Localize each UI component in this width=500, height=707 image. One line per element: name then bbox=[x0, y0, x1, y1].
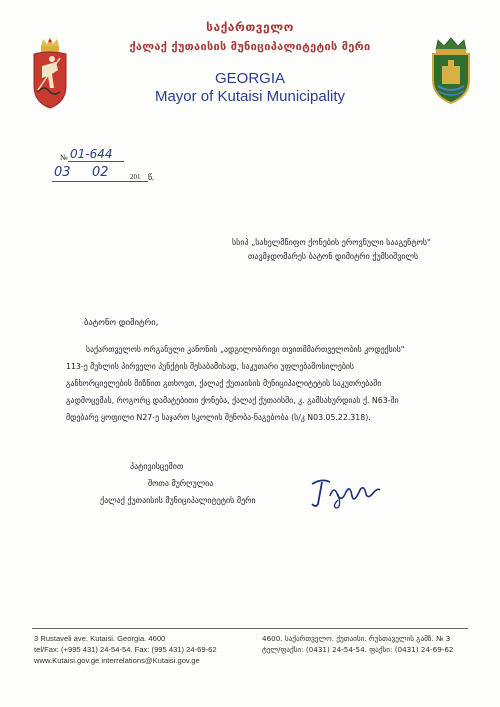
footer-web-email: www.Kutaisi.gov.ge interrelations@Kutaisi.gov.ge bbox=[34, 656, 200, 665]
date-year: 201 bbox=[130, 173, 141, 181]
body-line: მდებარე ყოფილი N27-ე საჯარო სკოლის შენობა-ნაგებობა (ს/კ N03.05.22.318). bbox=[66, 413, 371, 422]
kutaisi-coat-of-arms-icon bbox=[428, 36, 474, 106]
body-line: 113-ე მუხლის პირველი პუნქტის შესაბამისად, საკუთარი უფლებამოსილების bbox=[66, 362, 354, 371]
number-underline bbox=[68, 161, 124, 162]
date-day: 03 bbox=[54, 165, 71, 180]
signature-icon bbox=[308, 474, 382, 510]
body-line: გადმოცემას, როგორც დამატებითი ქონება, ქალაქ ქუთაისში, კ. გამსახურდიას ქ. N63-ში bbox=[66, 396, 399, 405]
footer-address-english: 3 Rustaveli ave. Kutaisi. Georgia. 4600 bbox=[34, 634, 166, 643]
footer-phone-english: tel/Fax: (+995 431) 24-54-54. Fax: (995 431) 24-69-62 bbox=[34, 645, 217, 654]
footer-address-georgian: 4600. საქართველო. ქუთაისი. რუსთაველის გამზ. № 3 bbox=[262, 634, 451, 643]
body-line: განხორციელების მიზნით გთხოვთ, ქალაქ ქუთაისის მუნიციპალიტეტის საკუთრებაში bbox=[66, 379, 382, 388]
body-line: საქართველოს ორგანული კანონის „ადგილობრივი თვითმმართველობის კოდექსის" bbox=[86, 345, 405, 354]
footer-divider bbox=[32, 628, 468, 629]
date-month: 02 bbox=[92, 165, 109, 180]
closing: პატივისცემით bbox=[130, 462, 184, 471]
signatory-name: შოთა მურღულია bbox=[148, 479, 214, 488]
reference-number: 01-644 bbox=[70, 147, 113, 161]
header-office-georgian: ქალაქ ქუთაისის მუნიციპალიტეტის მერი bbox=[129, 40, 371, 53]
number-label: № bbox=[60, 153, 68, 162]
header-country-english: GEORGIA bbox=[214, 70, 285, 87]
document-number-date bbox=[52, 147, 182, 187]
salutation: ბატონო დიმიტრი, bbox=[84, 318, 159, 328]
footer-phone-georgian: ტელ/ფაქსი: (0431) 24-54-54. ფაქსი: (0431) 24-69-62 bbox=[262, 645, 454, 654]
header-office-english: Mayor of Kutaisi Municipality bbox=[154, 88, 346, 105]
date-underline bbox=[52, 181, 148, 182]
header-country-georgian: საქართველო bbox=[206, 20, 294, 34]
date-suffix: წ. bbox=[148, 173, 155, 182]
recipient-organization: სსიპ „სახელმწიფო ქონების ეროვნული სააგენტოს" bbox=[232, 238, 431, 247]
signatory-title: ქალაქ ქუთაისის მუნიციპალიტეტის მერი bbox=[100, 496, 256, 505]
recipient-person: თავმჯდომარეს ბატონ დიმიტრი ქუმსიშვილს bbox=[248, 252, 419, 261]
